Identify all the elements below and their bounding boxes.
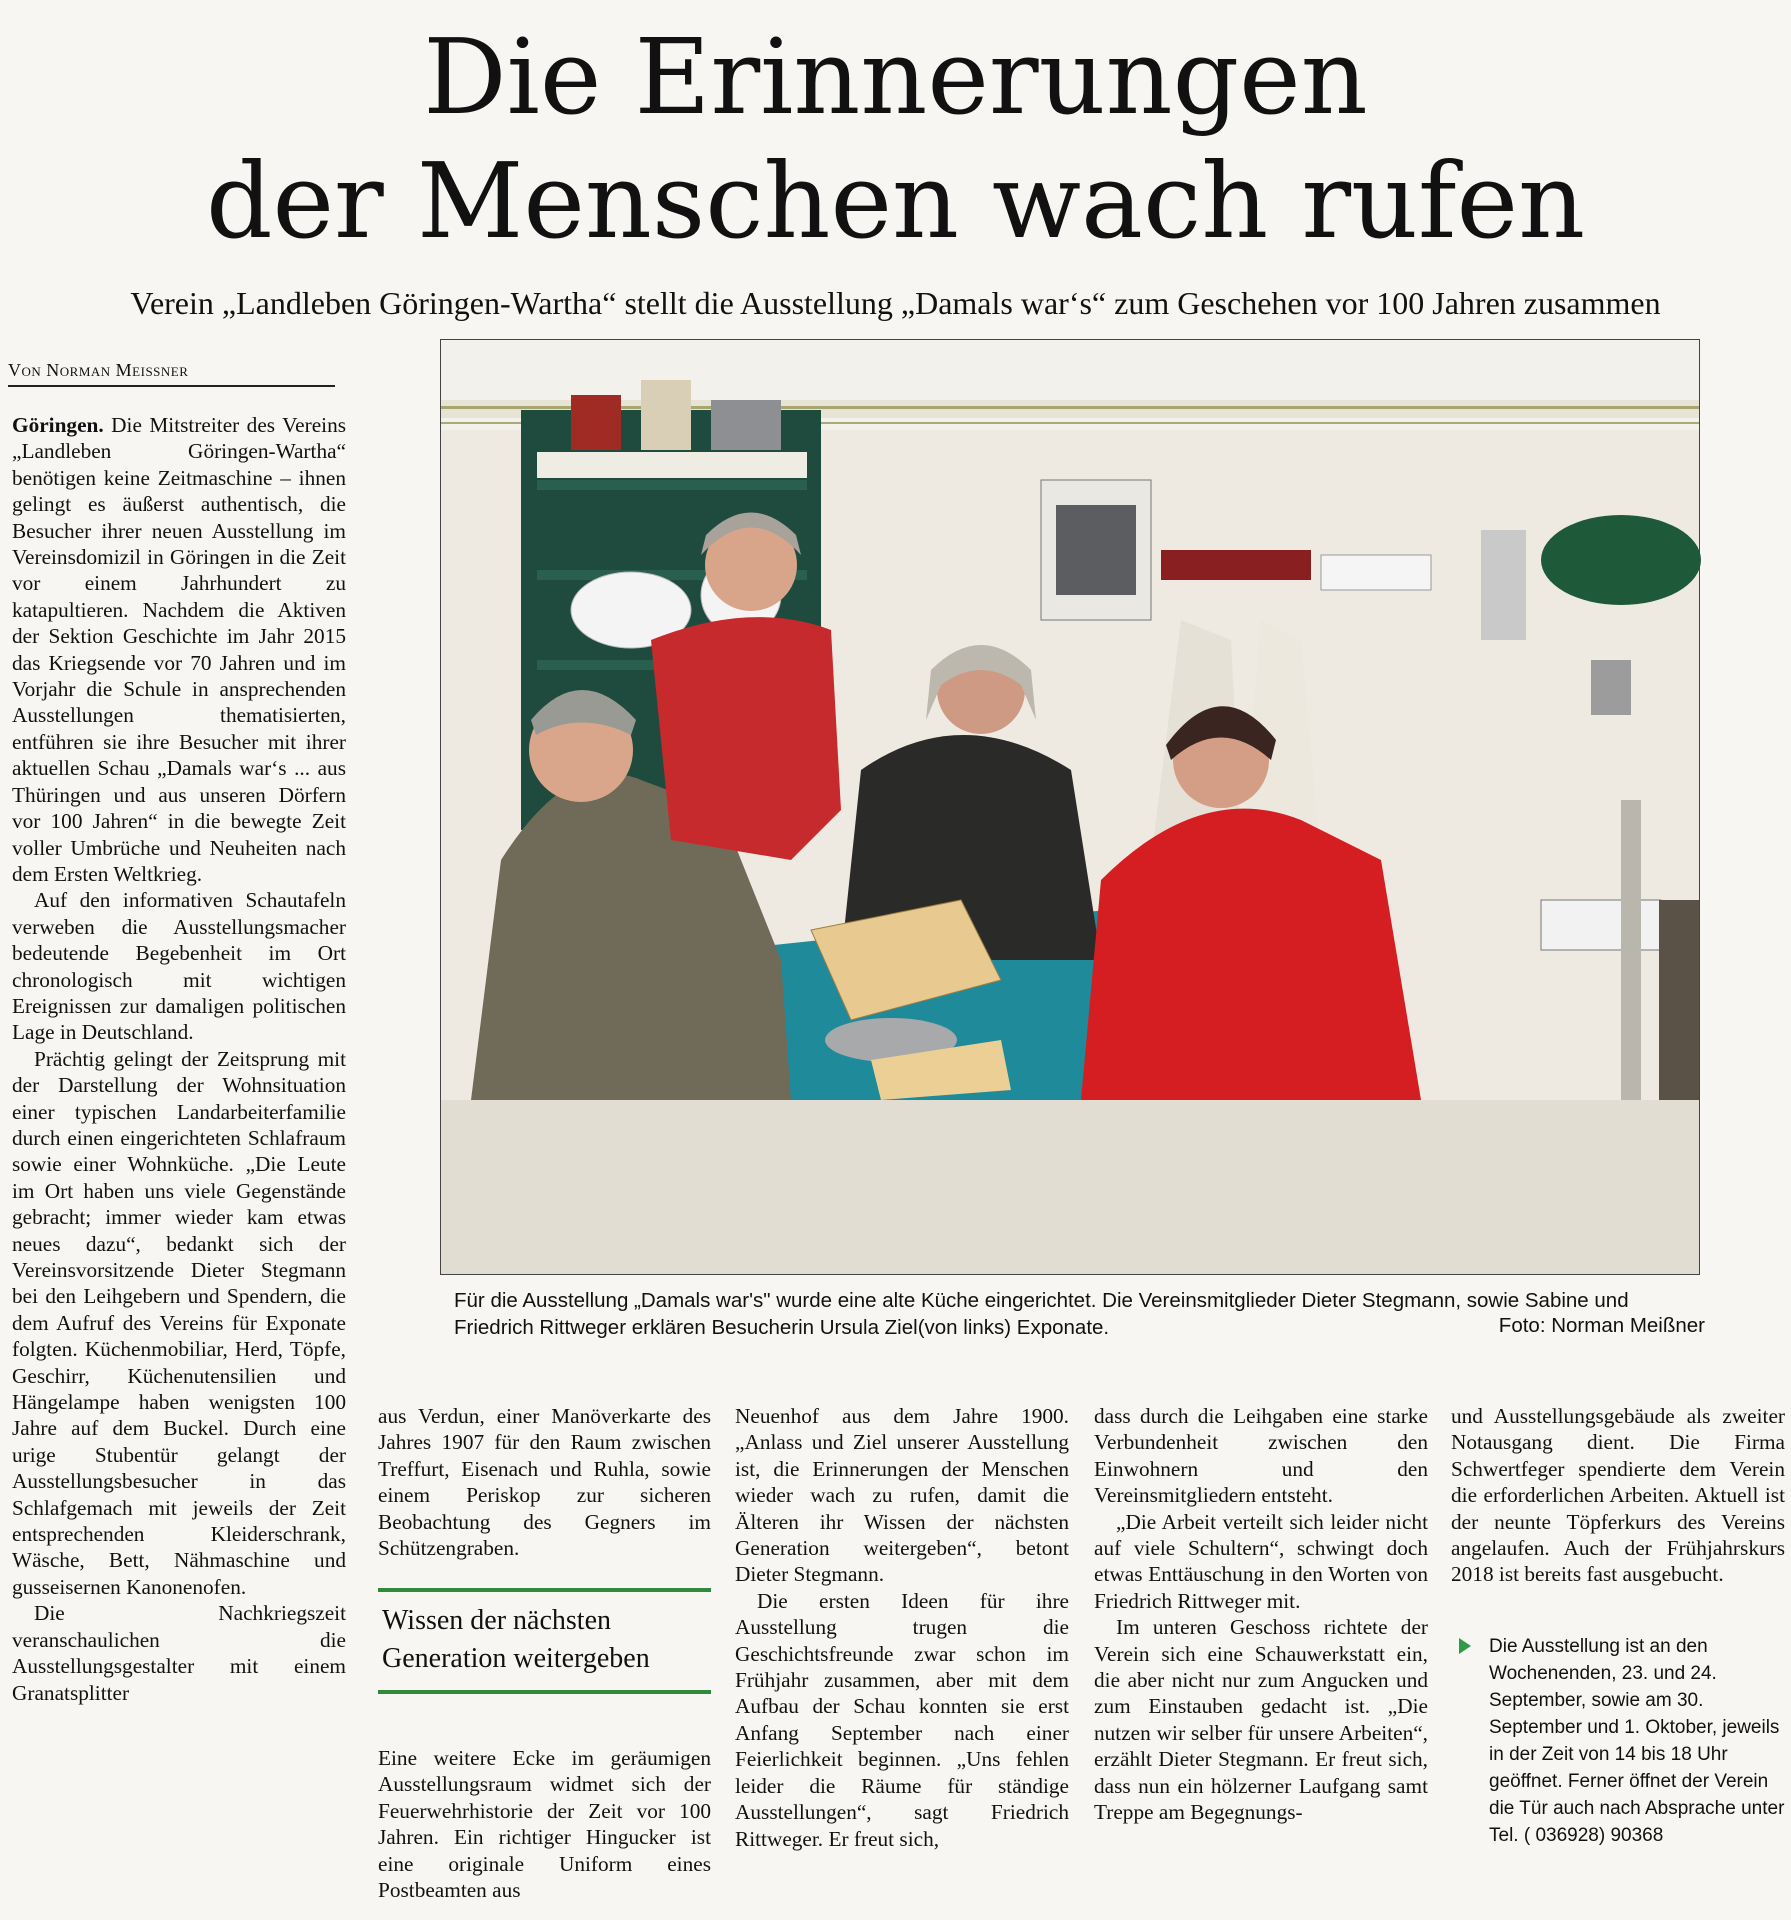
article-photo bbox=[440, 339, 1700, 1275]
subheadline: Verein „Landleben Göringen-Wartha“ stellt die Ausstellung „Damals war‘s“ zum Geschehen vor 100 Jahren zusammen bbox=[130, 285, 1661, 321]
article-column-5 bbox=[1451, 1403, 1785, 1588]
paragraph: Auf den informativen Schautafeln verweben die Ausstellungsmacher bedeutende Begebenheit im Ort chronologisch mit wichtigen Ereignissen zur damaligen politischen Lage in Deutschland. bbox=[12, 888, 346, 1045]
paragraph: Die Nachkriegszeit veranschaulichen die Ausstellungsgestalter mit einem Granatsplitter bbox=[12, 1601, 346, 1705]
info-box-text: Die Ausstellung ist an den Wochenenden, 23. und 24. September, sowie am 30. September und 1. Oktober, jeweils in der Zeit von 14 bis 18 Uhr geöffnet. Ferner öffnet der Verein die Tür auch nach Absprache unter Tel. ( 036928) 90368 bbox=[1489, 1636, 1785, 1846]
photo-caption: Für die Ausstellung „Damals war's" wurde eine alte Küche eingerichtet. Die Vereinsmitglieder Dieter Stegmann, sowie Sabine und Friedrich Rittweger erklären Besucherin Ursula Ziel(von links) Exponate. bbox=[454, 1289, 1629, 1339]
paragraph: und Ausstellungsgebäude als zweiter Notausgang dient. Die Firma Schwertfeger spendierte dem Verein die erforderlichen Arbeiten. Aktuell ist der neunte Töpferkurs des Vereins angelaufen. Auch der Frühjahrskurs 2018 ist bereits fast ausgebucht. bbox=[1451, 1404, 1785, 1587]
paragraph: dass durch die Leihgaben eine starke Verbundenheit zwischen den Einwohnern und den Vereinsmitgliedern entsteht. bbox=[1094, 1404, 1428, 1508]
paragraph: Die ersten Ideen für ihre Ausstellung trugen die Geschichtsfreunde zwar schon im Frühjahr zusammen, aber mit dem Aufbau der Schau konnten sie erst Anfang September nach einer Feierlichkeit beginnen. „Uns fehlen leider die Räume für ständige Ausstellungen“, sagt Friedrich Rittweger. Er freut sich, bbox=[735, 1588, 1069, 1851]
info-box bbox=[1451, 1633, 1787, 1849]
article-column-2-continued bbox=[378, 1745, 711, 1903]
article-column-4 bbox=[1094, 1403, 1428, 1883]
section-subheading: Wissen der nächsten Generation weitergeben bbox=[378, 1588, 711, 1694]
article-column-1 bbox=[12, 412, 346, 1882]
dateline: Göringen. bbox=[12, 413, 104, 437]
paragraph: Eine weitere Ecke im geräumigen Ausstellungsraum widmet sich der Feuerwehrhistorie der Zeit vor 100 Jahren. Ein richtiger Hingucker ist eine originale Uniform eines Postbeamten aus bbox=[378, 1746, 711, 1903]
paragraph: Prächtig gelingt der Zeitsprung mit der Darstellung der Wohnsituation einer typischen Landarbeiterfamilie durch einen eingerichteten Schlafraum sowie einer Wohnküche. „Die Leute im Ort haben uns viele Gegenstände gebracht; immer wieder kam etwas neues dazu“, bedankt sich der Vereinsvorsitzende Dieter Stegmann bei den Leihgebern und Spendern, die dem Aufruf des Vereins für Exponate folgten. Küchenmobiliar, Herd, Töpfe, Geschirr, Küchenutensilien und Hängelampe haben wenigsten 100 Jahre auf dem Buckel. Durch eine urige Stubentür gelangt der Ausstellungsbesucher in das Schlafgemach mit jeweils der Zeit entsprechenden Kleiderschrank, Wäsche, Bett, Nähmaschine und gusseisernen Kanonenofen. bbox=[12, 1046, 346, 1599]
paragraph-text: Die Mitstreiter des Vereins „Landleben Göringen-Wartha“ benötigen keine Zeitmaschine – ihnen gelingt es äußerst authentisch, die Besucher ihrer neuen Ausstellung im Vereinsdomizil in Göringen in die Zeit vor einem Jahrhundert zu katapultieren. Nachdem die Aktiven der Sektion Geschichte im Jahr 2015 das Kriegsende vor 70 Jahren und im Vorjahr die Schule in ansprechenden Ausstellungen thematisierten, entführen sie ihre Besucher mit ihrer aktuellen Schau „Damals war‘s ... aus Thüringen und aus unseren Dörfern vor 100 Jahren“ in die bewegte Zeit voller Umbrüche und Neuheiten nach dem Ersten Weltkrieg. bbox=[12, 413, 347, 886]
triangle-bullet-icon bbox=[1459, 1638, 1471, 1654]
paragraph: aus Verdun, einer Manöverkarte des Jahres 1907 für den Raum zwischen Treffurt, Eisenach und Ruhla, sowie einem Periskop zur sicheren Beobachtung des Gegners im Schützengraben. bbox=[378, 1404, 711, 1561]
kitchen-photo-illustration bbox=[441, 340, 1699, 1274]
photo-credit: Foto: Norman Meißner bbox=[1498, 1314, 1705, 1337]
article-column-3 bbox=[735, 1403, 1069, 1883]
paragraph: „Die Arbeit verteilt sich leider nicht auf viele Schultern“, schwingt doch etwas Enttäuschung in den Worten von Friedrich Rittweger mit. bbox=[1094, 1509, 1428, 1613]
headline-line-1: Die Erinnerungen bbox=[423, 16, 1368, 138]
article-column-2 bbox=[378, 1403, 711, 1561]
paragraph: Neuenhof aus dem Jahre 1900. „Anlass und Ziel unserer Ausstellung ist, die Erinnerungen der Menschen wieder wach zu rufen, damit die Älteren ihr Wissen der nächsten Generation weitergeben“, betont Dieter Stegmann. bbox=[735, 1404, 1069, 1587]
paragraph: Im unteren Geschoss richtete der Verein sich eine Schauwerkstatt ein, die aber nicht nur zum Angucken und zum Einstauben gedacht ist. „Die nutzen wir selber für unsere Arbeiten“, erzählt Dieter Stegmann. Er freut sich, dass nun ein hölzerner Laufgang samt Treppe am Begegnungs- bbox=[1094, 1615, 1428, 1825]
headline-line-2: der Menschen wach rufen bbox=[205, 140, 1586, 262]
paragraph bbox=[12, 412, 346, 887]
byline: Von Norman Meissner bbox=[8, 360, 335, 387]
